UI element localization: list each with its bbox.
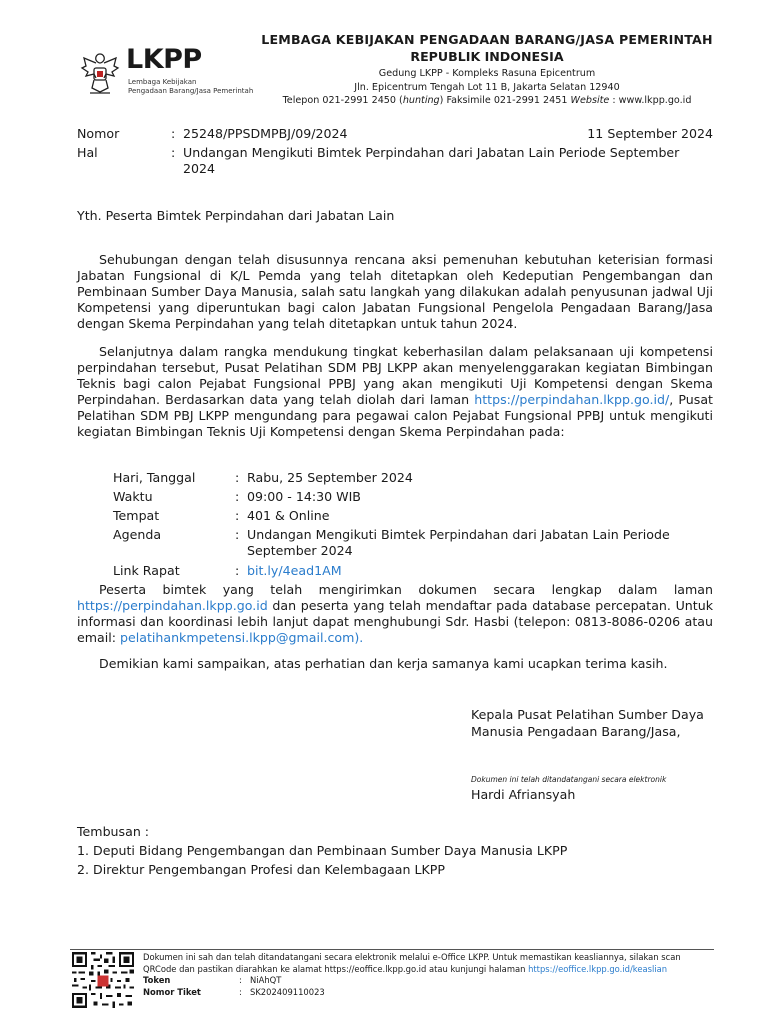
garuda-emblem-icon: [78, 48, 122, 98]
cc-block: [77, 822, 713, 879]
paragraph-2: Selanjutnya dalam rangka mendukung tingkat keberhasilan dalam pelaksanaan uji kompetensi perpindahan tersebut, Pusat Pelatihan SDM PBJ LKPP akan menyelenggarakan kegiatan Bimbingan Teknis bagi calon Pejabat Fungsional PPBJ yang akan mengikuti Uji Kompetensi dengan Skema Perpindahan. Berdasarkan data yang telah diolah dari laman https://perpindahan.lkpp.go.id/, Pusat Pelatihan SDM PBJ LKPP mengundang para pegawai calon Pejabat Fungsional PPBJ untuk mengikuti kegiatan Bimbingan Teknis Uji Kompetensi dengan Skema Perpindahan pada:: [77, 344, 713, 439]
qr-code-icon[interactable]: [72, 952, 134, 1008]
ticket-value: SK202409110023: [250, 987, 325, 997]
detail-row: [113, 508, 713, 527]
hal-value: Undangan Mengikuti Bimtek Perpindahan dari Jabatan Lain Periode September 2024: [183, 145, 680, 176]
perpindahan-link[interactable]: https://perpindahan.lkpp.go.id: [77, 598, 268, 613]
detail-label: Agenda: [113, 527, 162, 542]
institution-country: REPUBLIK INDONESIA: [410, 49, 564, 64]
footer-line2: QRCode dan pastikan diarahkan ke alamat https://eoffice.lkpp.go.id atau kunjungi halaman https://eoffice.lkpp.go.id/keaslian: [143, 963, 668, 974]
detail-colon: :: [235, 527, 240, 542]
detail-label: Hari, Tanggal: [113, 470, 196, 485]
detail-value: 09:00 - 14:30 WIB: [247, 489, 361, 504]
footer-line1: Dokumen ini sah dan telah ditandatangani secara elektronik melalui e-Office LKPP. Untuk memastikan keasliannya, silakan scan: [143, 952, 681, 962]
cc-heading: Tembusan :: [77, 824, 150, 839]
paragraph-1: Sehubungan dengan telah disusunnya rencana aksi pemenuhan kebutuhan keterisian formasi Jabatan Fungsional di K/L Pemda yang telah ditetapkan oleh Kedeputian Pengembangan dan Pembinaan Sumber Daya Manusia, salah satu langkah yang dilakukan adalah penyusunan jadwal Uji Kompetensi yang diperuntukan bagi calon Jabatan Fungsional Pengelola Pengadaan Barang/Jasa dengan Skema Perpindahan yang telah ditetapkan untuk tahun 2024.: [77, 252, 713, 331]
nomor-label: Nomor: [77, 126, 120, 141]
detail-row: [113, 489, 713, 508]
hal-label: Hal: [77, 145, 98, 160]
detail-value: 401 & Online: [247, 508, 330, 523]
signer-title: Kepala Pusat Pelatihan Sumber Daya Manusia Pengadaan Barang/Jasa,: [471, 707, 704, 739]
detail-colon: :: [235, 508, 240, 523]
salutation: Yth. Peserta Bimtek Perpindahan dari Jabatan Lain: [77, 208, 395, 223]
lkpp-logo: [78, 44, 268, 108]
detail-colon: :: [235, 489, 240, 504]
e-signature-note: Dokumen ini telah ditandatangani secara elektronik: [471, 775, 667, 784]
logo-subtitle-line1: Lembaga Kebijakan: [128, 78, 197, 86]
letterhead: [78, 28, 718, 108]
token-label: Token: [143, 975, 171, 985]
hal-colon: :: [171, 145, 176, 160]
letter-date: 11 September 2024: [587, 126, 713, 141]
cc-item: 2. Direktur Pengembangan Profesi dan Kelembagaan LKPP: [77, 862, 445, 877]
cc-item: 1. Deputi Bidang Pengembangan dan Pembinaan Sumber Daya Manusia LKPP: [77, 843, 568, 858]
nomor-row: [77, 126, 713, 145]
detail-label: Waktu: [113, 489, 153, 504]
footer-divider: [70, 949, 714, 950]
verification-link[interactable]: https://eoffice.lkpp.go.id/keaslian: [528, 963, 668, 974]
nomor-colon: :: [171, 126, 176, 141]
meeting-link[interactable]: bit.ly/4ead1AM: [247, 563, 342, 578]
token-row: [143, 975, 713, 987]
token-colon: :: [239, 975, 242, 985]
detail-row: [113, 563, 713, 582]
institution-block: [260, 32, 714, 108]
event-details: [113, 470, 713, 582]
detail-label: Tempat: [113, 508, 160, 523]
detail-value: Undangan Mengikuti Bimtek Perpindahan dari Jabatan Lain Periode September 2024: [247, 527, 670, 558]
paragraph-3: Peserta bimtek yang telah mengirimkan dokumen secara lengkap dalam laman https://perpindahan.lkpp.go.id dan peserta yang telah mendaftar pada database percepatan. Untuk informasi dan koordinasi lebih lanjut dapat menghubungi Sdr. Hasbi (telepon: 0813-8086-0206 atau email: pelatihankmpetensi.lkpp@gmail.com).: [77, 582, 713, 645]
hal-row: [77, 145, 713, 176]
detail-row: [113, 527, 713, 563]
detail-row: [113, 470, 713, 489]
token-value: NiAhQT: [250, 975, 282, 985]
ticket-label: Nomor Tiket: [143, 987, 201, 997]
ticket-row: [143, 987, 713, 999]
address-line2: Jln. Epicentrum Tengah Lot 11 B, Jakarta Selatan 12940: [354, 81, 620, 93]
signature-block: [471, 706, 721, 802]
footer-verification: [143, 952, 713, 999]
institution-name: LEMBAGA KEBIJAKAN PENGADAAN BARANG/JASA PEMERINTAH: [261, 32, 713, 47]
detail-colon: :: [235, 563, 240, 578]
logo-wordmark: LKPP: [126, 44, 202, 75]
detail-value: Rabu, 25 September 2024: [247, 470, 413, 485]
detail-colon: :: [235, 470, 240, 485]
letter-body: [77, 126, 713, 877]
paragraph-4: Demikian kami sampaikan, atas perhatian dan kerja samanya kami ucapkan terima kasih.: [99, 656, 668, 671]
signer-name: Hardi Afriansyah: [471, 787, 576, 802]
address-line3: Telepon 021-2991 2450 (hunting) Faksimile 021-2991 2451 Website : www.lkpp.go.id: [282, 95, 692, 106]
perpindahan-link[interactable]: https://perpindahan.lkpp.go.id/: [474, 392, 670, 407]
logo-subtitle-line2: Pengadaan Barang/Jasa Pemerintah: [128, 87, 254, 95]
email-link[interactable]: pelatihankmpetensi.lkpp@gmail.com).: [119, 630, 364, 645]
nomor-value: 25248/PPSDMPBJ/09/2024: [183, 126, 348, 141]
ticket-colon: :: [239, 987, 242, 997]
detail-label: Link Rapat: [113, 563, 180, 578]
address-block: [260, 67, 714, 108]
address-line1: Gedung LKPP - Kompleks Rasuna Epicentrum: [378, 68, 596, 79]
